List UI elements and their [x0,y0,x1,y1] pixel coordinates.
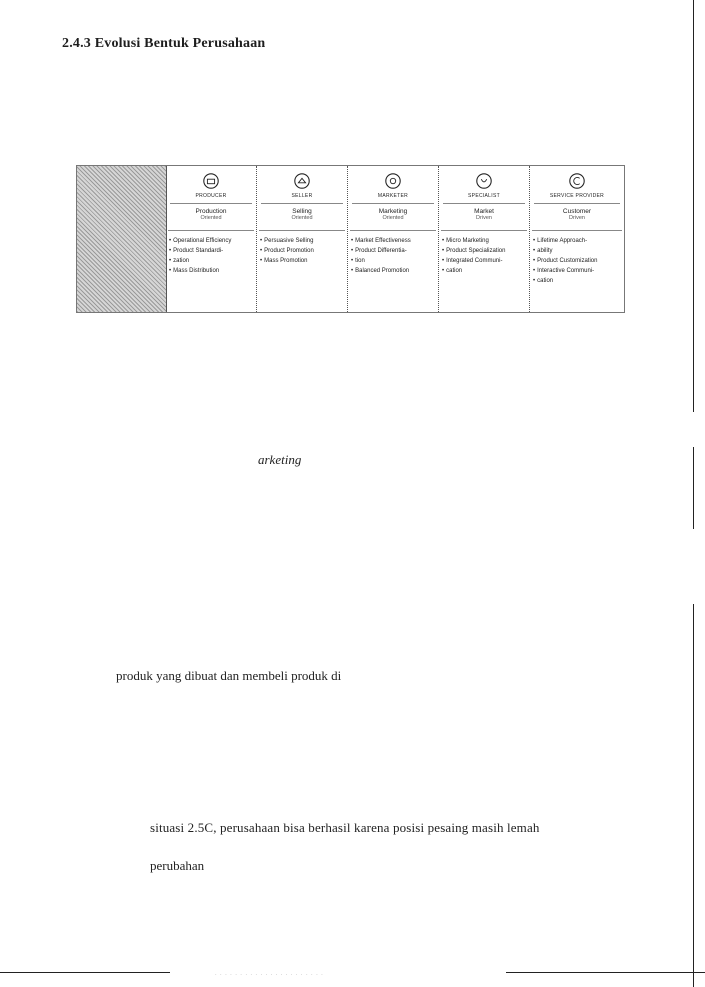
service-provider-icon [568,172,586,190]
column-items [530,236,624,286]
list-item: • Product Specialization [442,246,526,256]
column-role: SELLER [261,193,343,204]
list-item: • Micro Marketing [442,236,526,246]
list-item: • Product Standardi- [169,246,253,256]
bottom-rule-left [0,972,170,973]
producer-icon [202,172,220,190]
right-border-line-middle [693,447,694,529]
list-item: • Product Differentia- [351,246,435,256]
text-fragment-perubahan: perubahan [150,858,205,873]
list-item: • Mass Promotion [260,256,344,266]
list-item: • Product Promotion [260,246,344,256]
right-border-line-top [693,0,694,412]
list-item: • Mass Distribution [169,266,253,276]
column-items [257,236,347,266]
column-orientation: Customer Driven [532,208,622,231]
column-items [348,236,438,276]
column-role: SPECIALIST [443,193,525,204]
column-orientation: Production Oriented [168,208,254,231]
column-producer [166,166,257,312]
column-role: SERVICE PROVIDER [534,193,620,204]
list-item: • Balanced Promotion [351,266,435,276]
list-item: • zation [169,256,253,266]
column-items [439,236,529,276]
text-fragment-produk: produk yang dibuat dan membeli produk di [116,668,342,683]
column-orientation: Market Driven [441,208,527,231]
column-marketer [348,166,439,312]
list-item: • Interactive Communi- [533,266,621,276]
right-border-line-bottom [693,604,694,987]
list-item: • tion [351,256,435,266]
text-fragment-marketing: arketing [258,452,302,467]
list-item: • Product Customization [533,256,621,266]
list-item: • Market Effectiveness [351,236,435,246]
column-specialist [439,166,530,312]
column-service-provider [530,166,624,312]
list-item: • ability [533,246,621,256]
column-items [166,236,256,276]
diagram-side-panel [77,166,167,312]
list-item: • Operational Efficiency [169,236,253,246]
specialist-icon [475,172,493,190]
column-orientation: Marketing Oriented [350,208,436,231]
list-item: • Integrated Communi- [442,256,526,266]
marketer-icon [384,172,402,190]
company-evolution-diagram [76,165,625,313]
column-role: PRODUCER [170,193,252,204]
section-heading: 2.4.3 Evolusi Bentuk Perusahaan [62,36,266,51]
list-item: • cation [533,276,621,286]
text-fragment-situasi: situasi 2.5C, perusahaan bisa berhasil karena posisi pesaing masih lemah [150,820,540,835]
seller-icon [293,172,311,190]
column-seller [257,166,348,312]
column-role: MARKETER [352,193,434,204]
list-item: • cation [442,266,526,276]
column-orientation: Selling Oriented [259,208,345,231]
bottom-rule-right [506,972,705,973]
page-footer: · · · · · · · · · · · · · · · · · · · · · · [215,972,324,978]
list-item: • Lifetime Approach- [533,236,621,246]
list-item: • Persuasive Selling [260,236,344,246]
